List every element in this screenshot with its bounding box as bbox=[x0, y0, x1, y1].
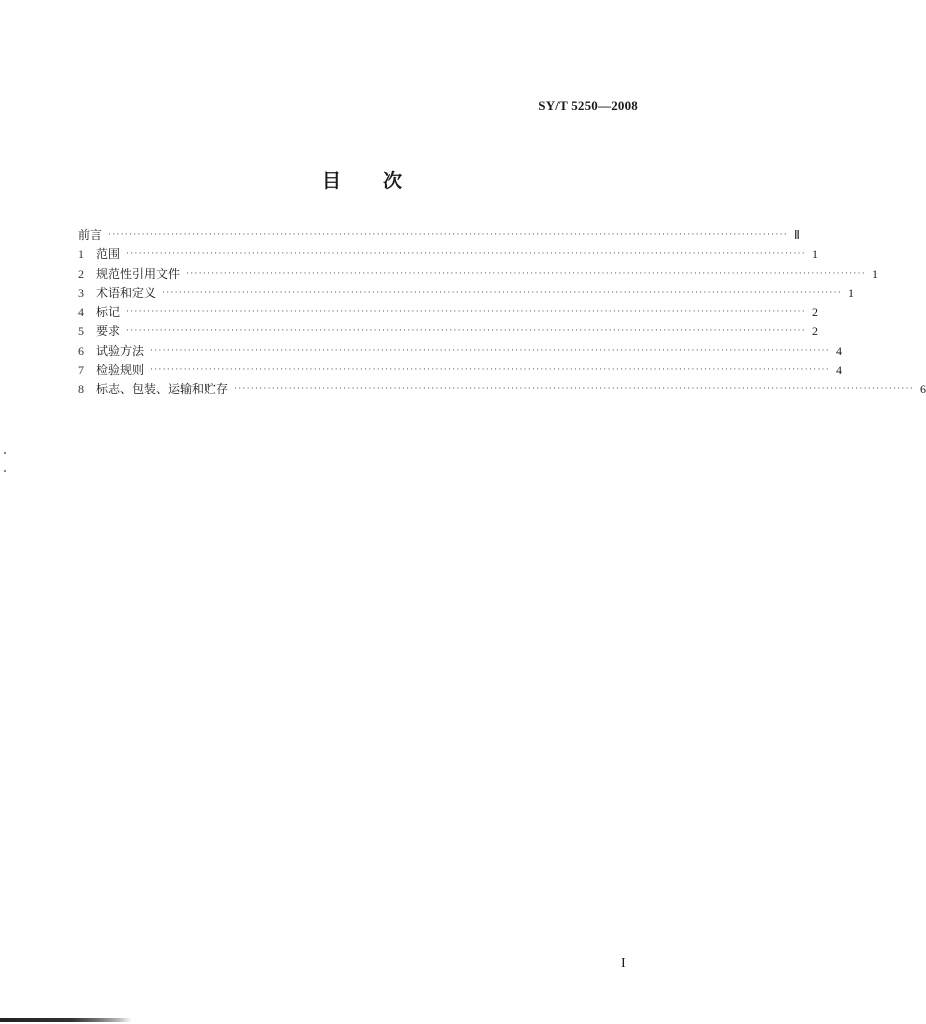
toc-entry-page: 1 bbox=[847, 285, 854, 300]
toc-entry-number: 8 bbox=[78, 382, 84, 397]
scan-edge-mark bbox=[0, 1018, 132, 1022]
toc-entry-label: 术语和定义 bbox=[96, 285, 157, 300]
page-title: 目次 bbox=[321, 170, 444, 192]
toc-entry-label: 规范性引用文件 bbox=[96, 266, 181, 281]
page-number: I bbox=[621, 956, 626, 971]
toc-entry-preface[interactable] bbox=[78, 226, 800, 245]
toc-entry-page: 2 bbox=[811, 324, 818, 339]
toc-dot-leader: ·································································································································································· bbox=[126, 325, 806, 336]
toc-entry-number: 7 bbox=[78, 363, 84, 378]
toc-entry-page: 6 bbox=[919, 382, 926, 397]
toc-entry-7[interactable] bbox=[78, 361, 842, 380]
toc-dot-leader: ·································································································································································· bbox=[162, 286, 842, 297]
toc-entry-label: 试验方法 bbox=[96, 343, 145, 358]
toc-entry-8[interactable] bbox=[78, 380, 926, 399]
toc-dot-leader: ·································································································································································· bbox=[150, 364, 830, 375]
toc-entry-number: 2 bbox=[78, 266, 84, 281]
toc-entry-6[interactable] bbox=[78, 342, 842, 361]
scan-speck bbox=[4, 452, 6, 454]
toc-entry-5[interactable] bbox=[78, 322, 818, 341]
toc-entry-3[interactable] bbox=[78, 284, 854, 303]
toc-entry-4[interactable] bbox=[78, 303, 818, 322]
toc-entry-label: 要求 bbox=[96, 324, 121, 339]
toc-dot-leader: ·································································································································································· bbox=[108, 229, 788, 239]
toc-entry-number: 1 bbox=[78, 247, 84, 262]
scan-speck bbox=[4, 470, 6, 472]
toc-entry-page: 4 bbox=[835, 363, 842, 378]
toc-entry-number: 4 bbox=[78, 305, 84, 320]
toc-entry-label: 标志、包装、运输和贮存 bbox=[96, 382, 229, 397]
toc-entry-label: 前言 bbox=[78, 228, 103, 242]
toc-entry-page: 1 bbox=[811, 247, 818, 262]
toc-entry-page: 1 bbox=[871, 266, 878, 281]
toc-entry-page: 4 bbox=[835, 343, 842, 358]
toc-dot-leader: ·································································································································································· bbox=[234, 383, 914, 394]
toc-entry-label: 范围 bbox=[96, 247, 121, 262]
document-number: SY/T 5250—2008 bbox=[538, 98, 638, 113]
toc-dot-leader: ·································································································································································· bbox=[126, 248, 806, 259]
table-of-contents bbox=[78, 226, 926, 400]
toc-dot-leader: ·································································································································································· bbox=[186, 267, 866, 278]
toc-entry-1[interactable] bbox=[78, 245, 818, 264]
toc-entry-number: 3 bbox=[78, 285, 84, 300]
toc-entry-label: 检验规则 bbox=[96, 363, 145, 378]
toc-entry-2[interactable] bbox=[78, 265, 878, 284]
toc-entry-page: 2 bbox=[811, 305, 818, 320]
toc-entry-number: 6 bbox=[78, 343, 84, 358]
toc-entry-page: Ⅱ bbox=[794, 228, 800, 242]
toc-dot-leader: ·································································································································································· bbox=[126, 306, 806, 317]
toc-entry-label: 标记 bbox=[96, 305, 121, 320]
toc-entry-number: 5 bbox=[78, 324, 84, 339]
toc-dot-leader: ·································································································································································· bbox=[150, 344, 830, 355]
